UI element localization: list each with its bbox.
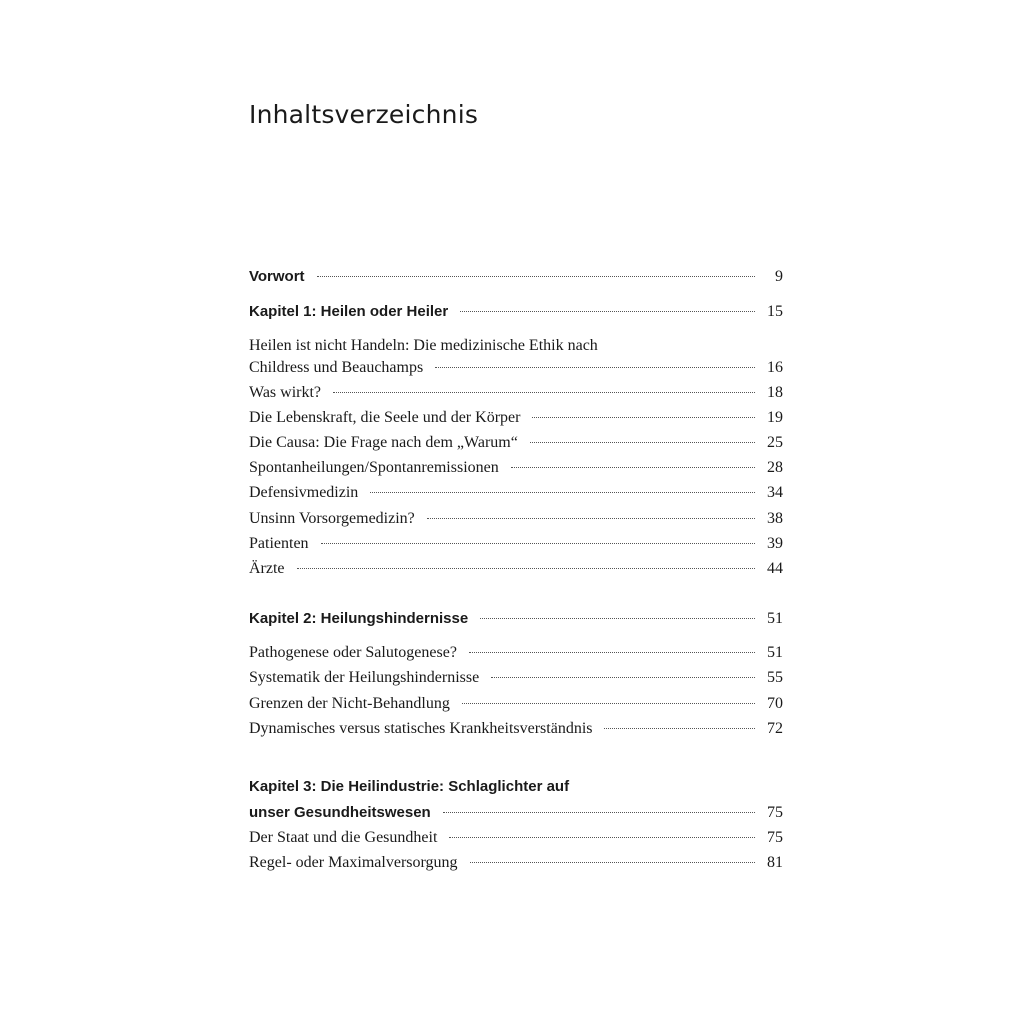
toc-entry-title: Defensivmedizin xyxy=(249,484,359,502)
page-title: Inhaltsverzeichnis xyxy=(249,100,479,129)
toc-page-number: 44 xyxy=(767,560,783,577)
toc-entry-title: Patienten xyxy=(249,534,309,552)
toc-entry[interactable] xyxy=(249,383,783,403)
toc-entry[interactable] xyxy=(249,853,783,873)
toc-entry-title: Grenzen der Nicht-Behandlung xyxy=(249,694,450,712)
dot-leader xyxy=(604,728,755,729)
toc-page-number: 39 xyxy=(767,534,783,552)
toc-entry[interactable] xyxy=(249,559,783,579)
table-of-contents xyxy=(249,266,783,878)
dot-leader xyxy=(321,543,755,544)
dot-leader xyxy=(532,417,755,418)
toc-entry-title: Ärzte xyxy=(249,560,285,577)
toc-entry[interactable] xyxy=(249,358,783,378)
toc-entry[interactable] xyxy=(249,643,783,663)
toc-page-number: 28 xyxy=(767,459,783,477)
section-spacer xyxy=(249,584,783,608)
dot-leader xyxy=(435,367,755,368)
toc-chapter-title: Kapitel 1: Heilen oder Heiler xyxy=(249,303,449,320)
dot-leader xyxy=(462,703,755,704)
toc-chapter-title: Kapitel 2: Heilungshindernisse xyxy=(249,610,469,628)
toc-entry[interactable] xyxy=(249,719,783,739)
toc-entry-title: Spontanheilungen/Spontanremissionen xyxy=(249,459,499,477)
dot-leader xyxy=(443,812,755,813)
toc-entry-title-line xyxy=(249,336,783,356)
section-spacer xyxy=(249,744,783,776)
toc-page-number: 51 xyxy=(767,610,783,628)
toc-chapter-2[interactable] xyxy=(249,608,783,630)
toc-entry[interactable] xyxy=(249,694,783,714)
toc-entry-title: Childress und Beauchamps xyxy=(249,358,424,376)
toc-page-number: 34 xyxy=(767,484,783,502)
toc-page-number: 16 xyxy=(767,358,783,376)
dot-leader xyxy=(370,492,755,493)
toc-page-number: 75 xyxy=(767,803,783,821)
dot-leader xyxy=(491,677,755,678)
toc-chapter-3[interactable] xyxy=(249,802,783,824)
toc-page-number: 9 xyxy=(775,268,783,285)
toc-entry[interactable] xyxy=(249,828,783,848)
toc-entry-title: Systematik der Heilungshindernisse xyxy=(249,669,480,687)
toc-page-number: 70 xyxy=(767,694,783,712)
toc-chapter-title: unser Gesundheitswesen xyxy=(249,803,431,821)
dot-leader xyxy=(470,862,755,863)
dot-leader xyxy=(317,276,755,277)
toc-page-number: 75 xyxy=(767,828,783,846)
toc-page-number: 38 xyxy=(767,509,783,527)
dot-leader xyxy=(460,311,755,312)
toc-entry[interactable] xyxy=(249,668,783,688)
dot-leader xyxy=(427,518,755,519)
dot-leader xyxy=(449,837,755,838)
toc-page-number: 72 xyxy=(767,719,783,737)
toc-entry-title: Dynamisches versus statisches Krankheitsverständnis xyxy=(249,719,593,737)
toc-entry[interactable] xyxy=(249,534,783,554)
toc-entry[interactable] xyxy=(249,408,783,428)
toc-entry[interactable] xyxy=(249,433,783,453)
toc-chapter-3-title-line xyxy=(249,776,783,798)
toc-chapter-title: Kapitel 3: Die Heilindustrie: Schlaglichter auf xyxy=(249,777,570,795)
toc-page-number: 25 xyxy=(767,434,783,452)
dot-leader xyxy=(480,618,755,619)
toc-entry-title: Regel- oder Maximalversorgung xyxy=(249,854,458,872)
toc-page-number: 55 xyxy=(767,669,783,687)
toc-entry-title: Heilen ist nicht Handeln: Die medizinische Ethik nach xyxy=(249,337,598,354)
toc-entry-title: Pathogenese oder Salutogenese? xyxy=(249,644,457,662)
toc-entry[interactable] xyxy=(249,509,783,529)
dot-leader xyxy=(511,467,755,468)
dot-leader xyxy=(469,652,755,653)
dot-leader xyxy=(333,392,755,393)
toc-entry-vorwort[interactable] xyxy=(249,266,783,288)
toc-entry-title: Die Lebenskraft, die Seele und der Körper xyxy=(249,408,521,426)
toc-page-number: 51 xyxy=(767,644,783,662)
toc-page-number: 19 xyxy=(767,408,783,426)
toc-entry[interactable] xyxy=(249,458,783,478)
toc-page-number: 15 xyxy=(767,303,783,320)
dot-leader xyxy=(530,442,755,443)
toc-entry[interactable] xyxy=(249,483,783,503)
toc-chapter-1[interactable] xyxy=(249,301,783,323)
toc-page-number: 18 xyxy=(767,383,783,401)
toc-entry-title: Der Staat und die Gesundheit xyxy=(249,828,438,846)
toc-entry-title: Die Causa: Die Frage nach dem „Warum“ xyxy=(249,434,518,452)
toc-entry-title: Unsinn Vorsorgemedizin? xyxy=(249,509,415,527)
toc-entry-title: Vorwort xyxy=(249,268,305,285)
toc-page-number: 81 xyxy=(767,854,783,872)
toc-entry-title: Was wirkt? xyxy=(249,383,322,401)
dot-leader xyxy=(297,568,755,569)
